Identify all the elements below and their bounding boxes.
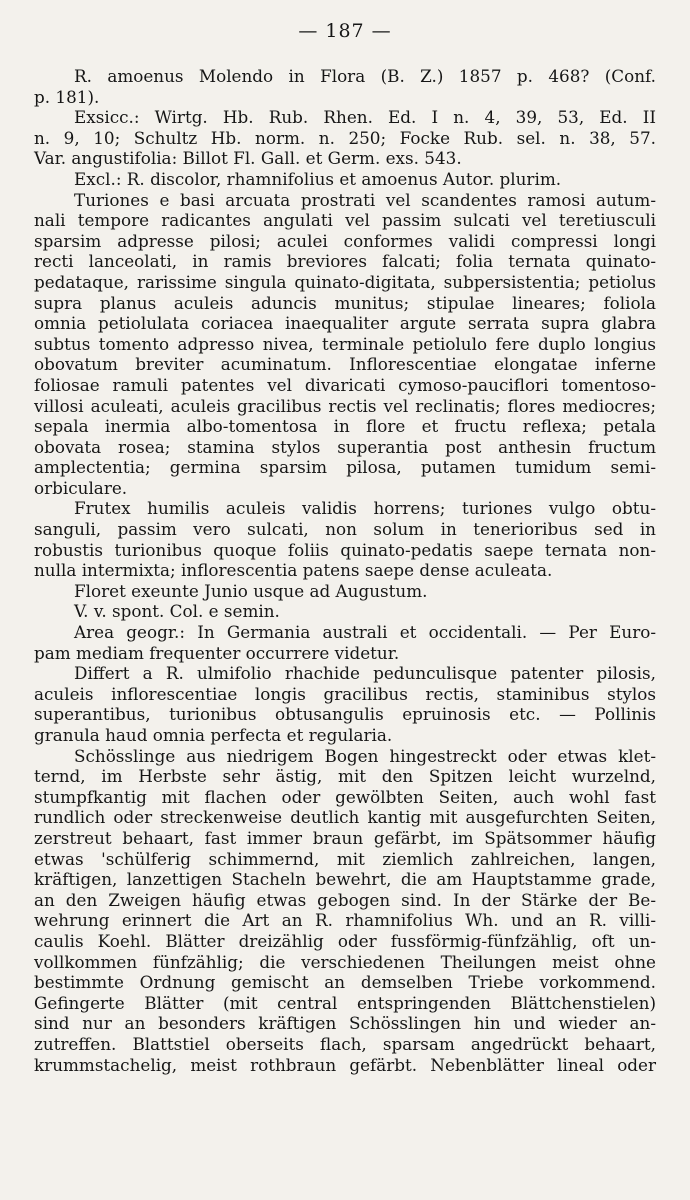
text-line: Exsicc.: Wirtg. Hb. Rub. Rhen. Ed. I n. 4, 39, 53, Ed. II — [74, 107, 656, 128]
text-line: zutreffen. Blattstiel oberseits flach, sparsam angedrückt behaart, — [34, 1033, 656, 1054]
text-line: etwas 'schülferig schimmernd, mit ziemlich zahlreichen, langen, — [34, 848, 656, 869]
text-line: pedataque, rarissime singula quinato-digitata, subpersistentia; petiolus — [34, 271, 656, 292]
text-line: kräftigen, lanzettigen Stacheln bewehrt, die am Hauptstamme grade, — [34, 869, 656, 890]
text-line: pam mediam frequenter occurrere videtur. — [34, 642, 400, 663]
text-line: foliosae ramuli patentes vel divaricati cymoso-pauciflori tomentoso- — [34, 374, 656, 395]
text-line: V. v. spont. Col. e semin. — [74, 601, 280, 622]
text-line: orbiculare. — [34, 477, 128, 498]
text-line: R. amoenus Molendo in Flora (B. Z.) 1857 p. 468? (Conf. — [74, 66, 656, 86]
text-line: rundlich oder streckenweise deutlich kantig mit ausgefurchten Seiten, — [34, 807, 656, 828]
text-line: villosi aculeati, aculeis gracilibus rectis vel reclinatis; flores mediocres; — [34, 395, 656, 416]
text-line: vollkommen fünfzählig; die verschiedenen Theilungen meist ohne — [34, 951, 656, 972]
text-line: stumpfkantig mit flachen oder gewölbten Seiten, auch wohl fast — [34, 786, 656, 807]
text-line: aculeis inflorescentiae longis gracilibus rectis, staminibus stylos — [34, 683, 656, 704]
text-line: Gefingerte Blätter (mit central entspringenden Blättchenstielen) — [34, 992, 656, 1013]
text-line: supra planus aculeis aduncis munitus; stipulae lineares; foliola — [34, 292, 656, 313]
page-number: — 187 — — [298, 20, 392, 42]
text-line: omnia petiolulata coriacea inaequaliter argute serrata supra glabra — [34, 313, 656, 334]
text-line: granula haud omnia perfecta et regularia. — [34, 725, 393, 745]
text-line: Var. angustifolia: Billot Fl. Gall. et Germ. exs. 543. — [34, 148, 462, 169]
text-line: Excl.: R. discolor, rhamnifolius et amoenus Autor. plurim. — [74, 168, 562, 189]
text-line: amplectentia; germina sparsim pilosa, putamen tumidum semi- — [34, 457, 656, 478]
text-line: obovatum breviter acuminatum. Inflorescentiae elongatae inferne — [34, 354, 656, 375]
text-line: superantibus, turionibus obtusangulis epruinosis etc. — Pollinis — [34, 704, 656, 725]
text-line: Schösslinge aus niedrigem Bogen hingestreckt oder etwas klet- — [74, 745, 656, 766]
text-line: krummstachelig, meist rothbraun gefärbt. Nebenblätter lineal oder — [34, 1054, 656, 1075]
text-line: zerstreut behaart, fast immer braun gefärbt, im Spätsommer häufig — [34, 827, 656, 848]
text-line: subtus tomento adpresso nivea, terminale petiolulo fere duplo longius — [34, 333, 656, 354]
text-line: robustis turionibus quoque foliis quinato-pedatis saepe ternata non- — [34, 539, 656, 560]
text-line: sparsim adpresse pilosi; aculei conformes validi compressi longi — [34, 230, 656, 251]
text-line: nali tempore radicantes angulati vel passim sulcati vel teretiusculi — [34, 210, 656, 231]
text-line: obovata rosea; stamina stylos superantia post anthesin fructum — [34, 436, 656, 457]
text-line: ternd, im Herbste sehr ästig, mit den Spitzen leicht wurzelnd, — [34, 766, 656, 787]
text-line: Area geogr.: In Germania australi et occidentali. — Per Euro- — [74, 622, 656, 643]
text-line: Differt a R. ulmifolio rhachide pedunculisque patenter pilosis, — [74, 663, 656, 684]
text-line: n. 9, 10; Schultz Hb. norm. n. 250; Focke Rub. sel. n. 38, 57. — [34, 127, 656, 148]
text-line: Turiones e basi arcuata prostrati vel scandentes ramosi autum- — [74, 189, 656, 210]
text-line: Frutex humilis aculeis validis horrens; turiones vulgo obtu- — [74, 498, 656, 519]
text-line: recti lanceolati, in ramis breviores falcati; folia ternata quinato- — [34, 251, 656, 272]
text-line: p. 181). — [34, 86, 100, 107]
text-line: sepala inermia albo-tomentosa in flore et fructu reflexa; petala — [34, 416, 656, 437]
text-line: wehrung erinnert die Art an R. rhamnifolius Wh. und an R. villi- — [34, 910, 656, 931]
text-line: caulis Koehl. Blätter dreizählig oder fussförmig-fünfzählig, oft un- — [34, 930, 656, 951]
text-line: sind nur an besonders kräftigen Schösslingen hin und wieder an- — [34, 1013, 656, 1034]
text-line: Floret exeunte Junio usque ad Augustum. — [74, 580, 428, 601]
body-text — [34, 66, 656, 1075]
text-line: nulla intermixta; inflorescentia patens saepe dense aculeata. — [34, 560, 553, 581]
text-line: bestimmte Ordnung gemischt an demselben Triebe vorkommend. — [34, 972, 656, 993]
text-line: an den Zweigen häufig etwas gebogen sind. In der Stärke der Be- — [34, 889, 656, 910]
text-line: sanguli, passim vero sulcati, non solum in tenerioribus sed in — [34, 519, 656, 540]
